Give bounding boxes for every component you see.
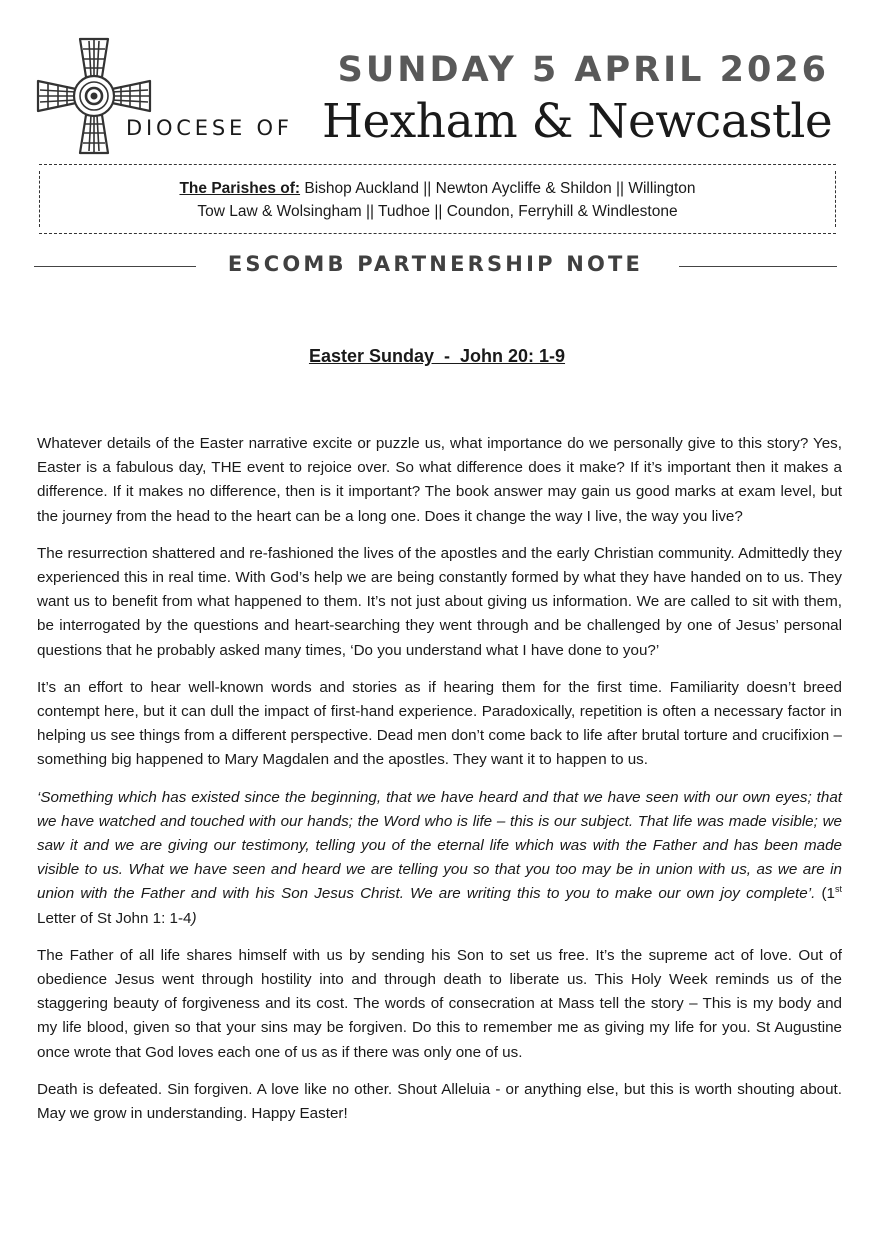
- note-title-row: [34, 252, 837, 282]
- quote-text: ‘Something which has existed since the beginning, that we have heard and that we have seen with our own eyes; that we have watched and touched with our hands; the Word who is life – this is our subject. That life was made visible; we saw it and we are giving our testimony, telling you of the eternal life which was with the Father and has been made visible to us. What we have seen and heard we are telling you so that you too may be in union with us, as we are in union with the Father and with his Son Jesus Christ. We are writing this to you to make our own joy complete’.: [37, 788, 842, 903]
- article-heading: Easter Sunday - John 20: 1-9: [308, 346, 566, 366]
- quote-citation-close: ): [191, 909, 197, 927]
- service-date: SUNDAY 5 APRIL 2026: [337, 50, 829, 90]
- parishes-line-1: [39, 177, 836, 200]
- note-title: ESCOMB PARTNERSHIP NOTE: [227, 252, 644, 276]
- paragraph: The Father of all life shares himself with us by sending his Son to set us free. It’s the supreme act of love. Out of obedience Jesus went through hostility into and through death to liberate us. This Holy Week reminds us of the staggering beauty of forgiveness and its cost. The words of consecration at Mass tell the story – This is my body and my life blood, given so that your sins may be forgiven. Do this to remember me as giving my life for you. St Augustine once wrote that God loves each one of us as if there was only one of us.: [37, 946, 842, 1061]
- scripture-quote: [37, 786, 842, 931]
- parishes-list: [39, 177, 836, 223]
- quote-citation-superscript: st: [834, 884, 842, 895]
- parishes-box: [39, 164, 836, 234]
- parishes-line-1-rest: Bishop Auckland || Newton Aycliffe & Shildon || Willington: [300, 180, 696, 197]
- quote-citation-open: (1: [821, 885, 835, 903]
- diocese-prefix: DIOCESE OF: [126, 116, 293, 140]
- parishes-lead: The Parishes of:: [179, 180, 301, 197]
- parishes-line-2: Tow Law & Wolsingham || Tudhoe || Coundon, Ferryhill & Windlestone: [197, 203, 678, 220]
- paragraph: The resurrection shattered and re-fashioned the lives of the apostles and the early Christian community. Admittedly they experienced this in real time. With God’s help we are being constantly formed by what they have handed on to us. They want us to benefit from what happened to them. It’s not just about giving us information. We are called to sit with them, be interrogated by the questions and heart-searching they went through and be challenged by one of Jesus’ personal questions that he probably asked many times, ‘Do you understand what I have done to you?’: [37, 544, 842, 659]
- paragraph: Death is defeated. Sin forgiven. A love like no other. Shout Alleluia - or anything else, but this is worth shouting about. May we grow in understanding. Happy Easter!: [37, 1080, 842, 1123]
- article-body: [37, 432, 842, 1139]
- diocese-name: Hexham & Newcastle: [322, 94, 833, 149]
- divider-right: [679, 266, 837, 267]
- quote-citation: Letter of St John 1: 1-4: [37, 909, 192, 927]
- paragraph: Whatever details of the Easter narrative excite or puzzle us, what importance do we personally give to this story? Yes, Easter is a fabulous day, THE event to rejoice over. So what difference does it make? If it’s important then it makes a difference. If it makes no difference, then is it important? The book answer may gain us good marks at exam level, but the journey from the head to the heart can be a long one. Does it change the way I live, the way you live?: [37, 435, 842, 525]
- paragraph: It’s an effort to hear well-known words and stories as if hearing them for the first time. Familiarity doesn’t breed contempt here, but it can dull the impact of first-hand experience. Paradoxically, repetition is often a necessary factor in helping us see things from a different perspective. Dead men don’t come back to life after brutal torture and crucifixion – something big happened to Mary Magdalen and the apostles. They want it to happen to us.: [37, 678, 842, 769]
